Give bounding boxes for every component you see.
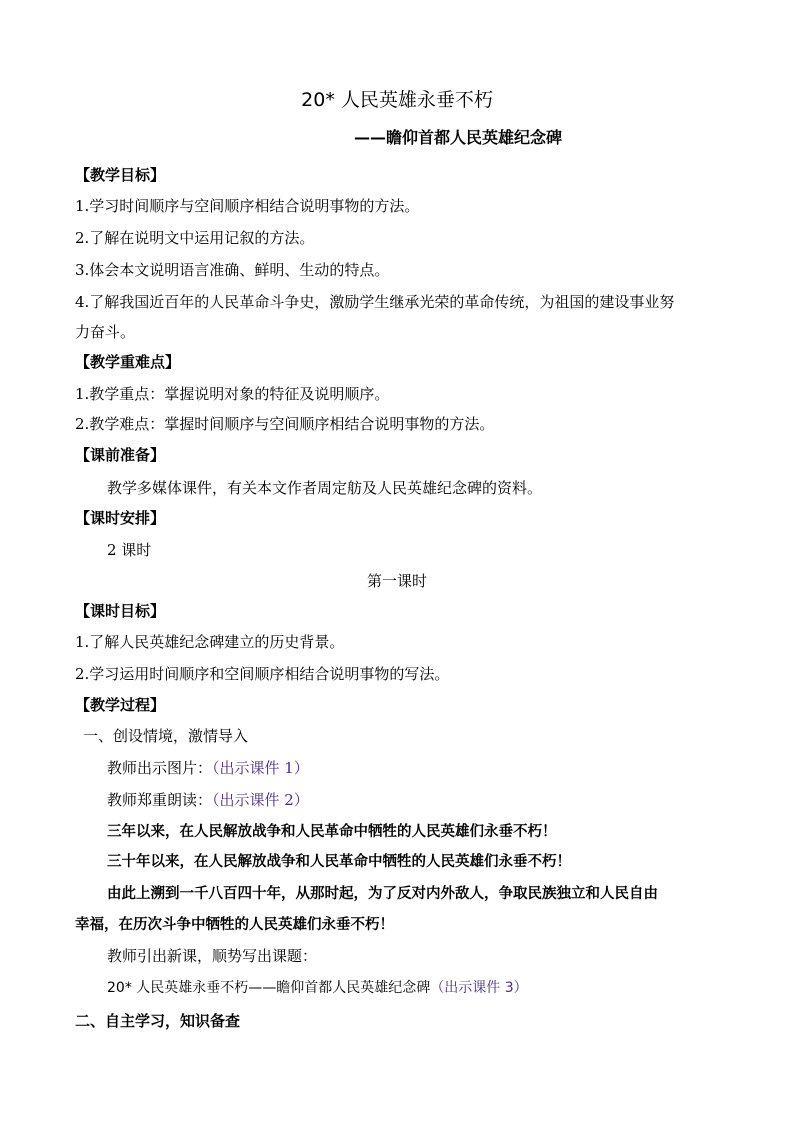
goal-item-continued: 力奋斗。	[75, 323, 136, 341]
quote-line: 三十年以来，在人民解放战争和人民革命中牺牲的人民英雄们永垂不朽！	[107, 854, 571, 870]
quote-line: 三年以来，在人民解放战争和人民革命中牺牲的人民英雄们永垂不朽！	[107, 824, 557, 840]
lesson-goal-item: 1.了解人民英雄纪念碑建立的历史背景。	[75, 633, 345, 651]
show-picture-line	[107, 758, 309, 778]
topic-line	[107, 978, 528, 998]
step-one-title: 一、创设情境，激情导入	[83, 727, 249, 745]
goal-item: 3.体会本文说明语言准确、鲜明、生动的特点。	[75, 261, 390, 279]
topic-text: 20* 人民英雄永垂不朽——瞻仰首都人民英雄纪念碑	[107, 980, 431, 996]
courseware-marker: （出示课件 2）	[212, 791, 309, 809]
step-two-title: 二、自主学习，知识备查	[75, 1012, 241, 1030]
quote-line: 由此上溯到一千八百四十年，从那时起，为了反对内外敌人，争取民族独立和人民自由	[107, 886, 658, 902]
courseware-marker: （出示课件 3）	[430, 980, 528, 996]
schedule-heading: 【课时安排】	[75, 509, 166, 527]
lead-in-text: 教师引出新课，顺势写出课题：	[107, 947, 318, 965]
lesson-goal-item: 2.学习运用时间顺序和空间顺序相结合说明事物的写法。	[75, 665, 450, 683]
lesson-title: 第一课时	[366, 572, 427, 590]
key-points-heading: 【教学重难点】	[75, 353, 181, 371]
courseware-marker: （出示课件 1）	[212, 759, 309, 777]
quote-line-continued: 幸福，在历次斗争中牺牲的人民英雄们永垂不朽！	[75, 917, 394, 933]
document-subtitle: ——瞻仰首都人民英雄纪念碑	[353, 128, 562, 147]
key-point-item: 1.教学重点：掌握说明对象的特征及说明顺序。	[75, 385, 390, 403]
read-aloud-text: 教师郑重朗读：	[107, 791, 213, 809]
lesson-goals-heading: 【课时目标】	[75, 602, 166, 620]
schedule-text: 2 课时	[107, 541, 152, 559]
preparation-heading: 【课前准备】	[75, 446, 166, 464]
goal-item: 2.了解在说明文中运用记叙的方法。	[75, 229, 315, 247]
goals-heading: 【教学目标】	[75, 166, 166, 184]
read-aloud-line	[107, 790, 309, 810]
show-picture-text: 教师出示图片：	[107, 759, 213, 777]
goal-item: 1.学习时间顺序与空间顺序相结合说明事物的方法。	[75, 197, 420, 215]
key-point-item: 2.教学难点：掌握时间顺序与空间顺序相结合说明事物的方法。	[75, 415, 495, 433]
goal-item: 4.了解我国近百年的人民革命斗争史，激励学生继承光荣的革命传统，为祖国的建设事业努	[75, 293, 675, 311]
document-title: 20* 人民英雄永垂不朽	[301, 89, 493, 111]
process-heading: 【教学过程】	[75, 696, 166, 714]
preparation-text: 教学多媒体课件，有关本文作者周定舫及人民英雄纪念碑的资料。	[107, 479, 543, 497]
